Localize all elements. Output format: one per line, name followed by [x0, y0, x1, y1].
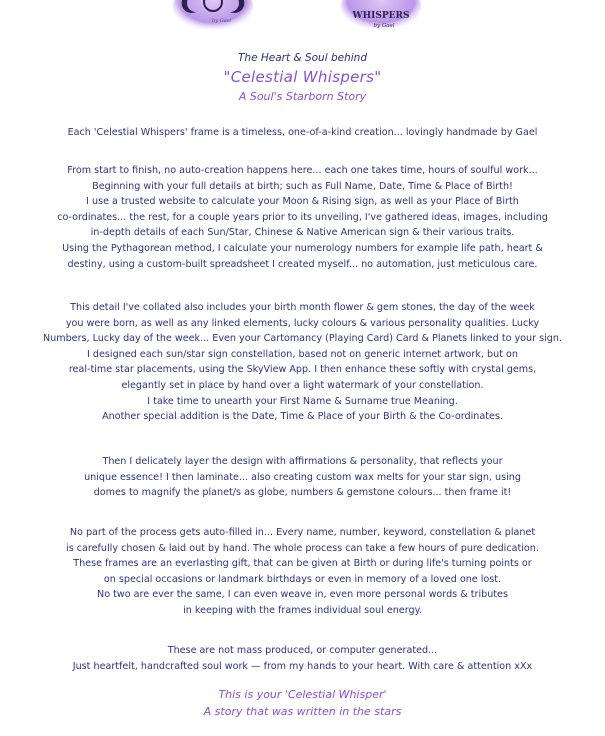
- text-line: No two are ever the same, I can even weave in, even more personal words & tributes: [97, 589, 508, 601]
- text-line: domes to magnify the planet/s as globe, numbers & gemstone colours... then frame it!: [93, 487, 512, 499]
- logo-right-subtitle: by Gael: [373, 23, 395, 29]
- logo-left-text: by Gael: [212, 18, 232, 24]
- text-line: destiny, using a custom-built spreadsheet I created myself... no automation, just meticulous care.: [67, 258, 538, 270]
- paragraph-closing: [0, 643, 605, 674]
- text-line: Then I delicately layer the design with affirmations & personality, that reflects your: [102, 456, 503, 467]
- text-line: you were born, as well as any linked elements, lucky colours & various personality qualities. Lucky: [65, 317, 540, 329]
- text-line: unique essence! I then laminate... also creating custom wax melts for your star sign, using: [84, 471, 521, 483]
- paragraph-layering: [0, 454, 605, 501]
- text-line: I take time to unearth your First Name & Surname true Meaning.: [147, 395, 458, 407]
- text-line: I designed each sun/star sign constellation, based not on generic internet artwork, but on: [87, 348, 518, 360]
- footer-line-1: This is your 'Celestial Whisper': [218, 688, 387, 701]
- paragraph-intro: [0, 125, 605, 141]
- whispers-logo-icon: [340, 0, 422, 36]
- text-line: Another special addition is the Date, Time & Place of your Birth & the Co-ordinates.: [102, 411, 503, 423]
- text-line: co-ordinates... the rest, for a couple years prior to its unveiling, I've gathered ideas, images, including: [57, 211, 548, 223]
- text-line: Numbers, Lucky day of the week... Even your Cartomancy (Playing Card) Card & Planets linked to your sign.: [42, 333, 563, 345]
- text-line: I use a trusted website to calculate your Moon & Rising sign, as well as your Place of Birth: [86, 196, 519, 208]
- text-line: in-depth details of each Sun/Star, Chinese & Native American sign & their various traits.: [90, 227, 515, 239]
- text-line: These are not mass produced, or computer generated...: [167, 645, 438, 656]
- triple-moon-icon: [172, 0, 254, 36]
- text-line: This detail I've collated also includes your birth month flower & gem stones, the day of the week: [70, 302, 535, 313]
- text-line: Just heartfelt, handcrafted soul work — from my hands to your heart. With care & attention xXx: [72, 660, 533, 672]
- paragraph-details: [0, 300, 605, 425]
- paragraph-handmade: [0, 525, 605, 619]
- text-line: These frames are an everlasting gift, that can be given at Birth or during life's turning points or: [73, 558, 532, 570]
- page-subtitle: A Soul's Starborn Story: [238, 90, 367, 103]
- text-line: on special occasions or landmark birthdays or even in memory of a loved one lost.: [103, 573, 502, 585]
- text-line: in keeping with the frames individual soul energy.: [183, 604, 422, 616]
- text-line: From start to finish, no auto-creation happens here... each one takes time, hours of soulful work...: [67, 165, 538, 176]
- paragraph-process: [0, 163, 605, 272]
- page-title: "Celestial Whispers": [223, 68, 382, 86]
- text-line: Beginning with your full details at birth; such as Full Name, Date, Time & Place of Birth!: [92, 180, 513, 192]
- header-intro: The Heart & Soul behind: [238, 52, 367, 64]
- text-line: is carefully chosen & laid out by hand. The whole process can take a few hours of pure dedication.: [66, 542, 539, 554]
- text-line: Using the Pythagorean method, I calculate your numerology numbers for example life path, heart &: [62, 242, 543, 254]
- text-line: No part of the process gets auto-filled in... Every name, number, keyword, constellation & planet: [69, 527, 536, 538]
- celestial-whispers-logo-right: [340, 0, 422, 36]
- text-line: elegantly set in place by hand over a light watermark of your constellation.: [121, 379, 484, 391]
- logo-right-title: WHISPERS: [352, 11, 410, 21]
- celestial-whispers-logo-left: [172, 0, 254, 36]
- footer-line-2: A story that was written in the stars: [203, 705, 402, 718]
- text-line: real-time star placements, using the SkyView App. I then enhance these softly with crystal gems,: [68, 364, 537, 376]
- text-line: Each 'Celestial Whispers' frame is a timeless, one-of-a-kind creation... lovingly handmade by Gael: [67, 127, 538, 138]
